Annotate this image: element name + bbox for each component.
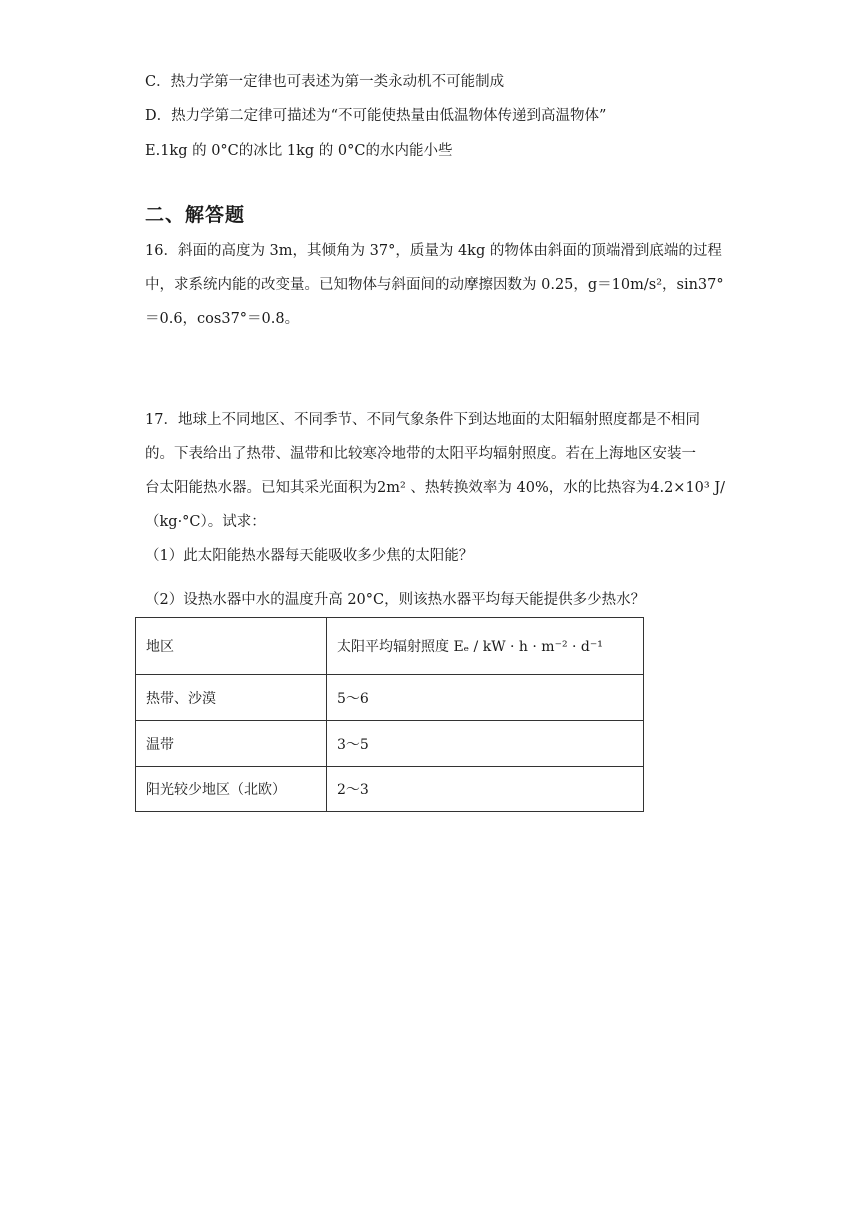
table-row xyxy=(136,767,644,812)
q16-line-2: 中，求系统内能的改变量。已知物体与斜面间的动摩擦因数为 0.25，g＝10m/s²，sin37° xyxy=(145,277,724,293)
table-cell-region: 温带 xyxy=(136,721,327,767)
option-d: D．热力学第二定律可描述为“不可能使热量由低温物体传递到高温物体” xyxy=(145,108,607,124)
section-heading: 二、解答题 xyxy=(145,204,246,226)
q17-line-1: 17．地球上不同地区、不同季节、不同气象条件下到达地面的太阳辐射照度都是不相同 xyxy=(145,412,700,428)
q17-line-4: （kg·°C）。试求： xyxy=(145,514,266,530)
q17-line-2: 的。下表给出了热带、温带和比较寒冷地带的太阳平均辐射照度。若在上海地区安装一 xyxy=(145,446,696,462)
table-cell-value: 5～6 xyxy=(327,675,644,721)
irradiance-table xyxy=(135,617,644,812)
table-header-irradiance: 太阳平均辐射照度 Eₑ / kW · h · m⁻² · d⁻¹ xyxy=(327,618,644,675)
table-cell-region: 阳光较少地区（北欧） xyxy=(136,767,327,812)
table-cell-region: 热带、沙漠 xyxy=(136,675,327,721)
q17-line-3: 台太阳能热水器。已知其采光面积为2m² 、热转换效率为 40%，水的比热容为4.2×10³ J/ xyxy=(145,480,726,496)
option-e: E.1kg 的 0°C的冰比 1kg 的 0°C的水内能小些 xyxy=(145,143,453,159)
q17-sub-question-2: （2）设热水器中水的温度升高 20°C，则该热水器平均每天能提供多少热水？ xyxy=(145,592,646,608)
table-cell-value: 3～5 xyxy=(327,721,644,767)
table-row xyxy=(136,721,644,767)
table-cell-value: 2～3 xyxy=(327,767,644,812)
q17-sub-question-1: （1）此太阳能热水器每天能吸收多少焦的太阳能？ xyxy=(145,548,474,564)
option-c: C．热力学第一定律也可表述为第一类永动机不可能制成 xyxy=(145,74,505,90)
table-row xyxy=(136,675,644,721)
table-header-region: 地区 xyxy=(136,618,327,675)
table-header-row xyxy=(136,618,644,675)
q16-line-1: 16．斜面的高度为 3m，其倾角为 37°，质量为 4kg 的物体由斜面的顶端滑到底端的过程 xyxy=(145,243,722,259)
q16-line-3: ＝0.6，cos37°＝0.8。 xyxy=(145,311,300,327)
